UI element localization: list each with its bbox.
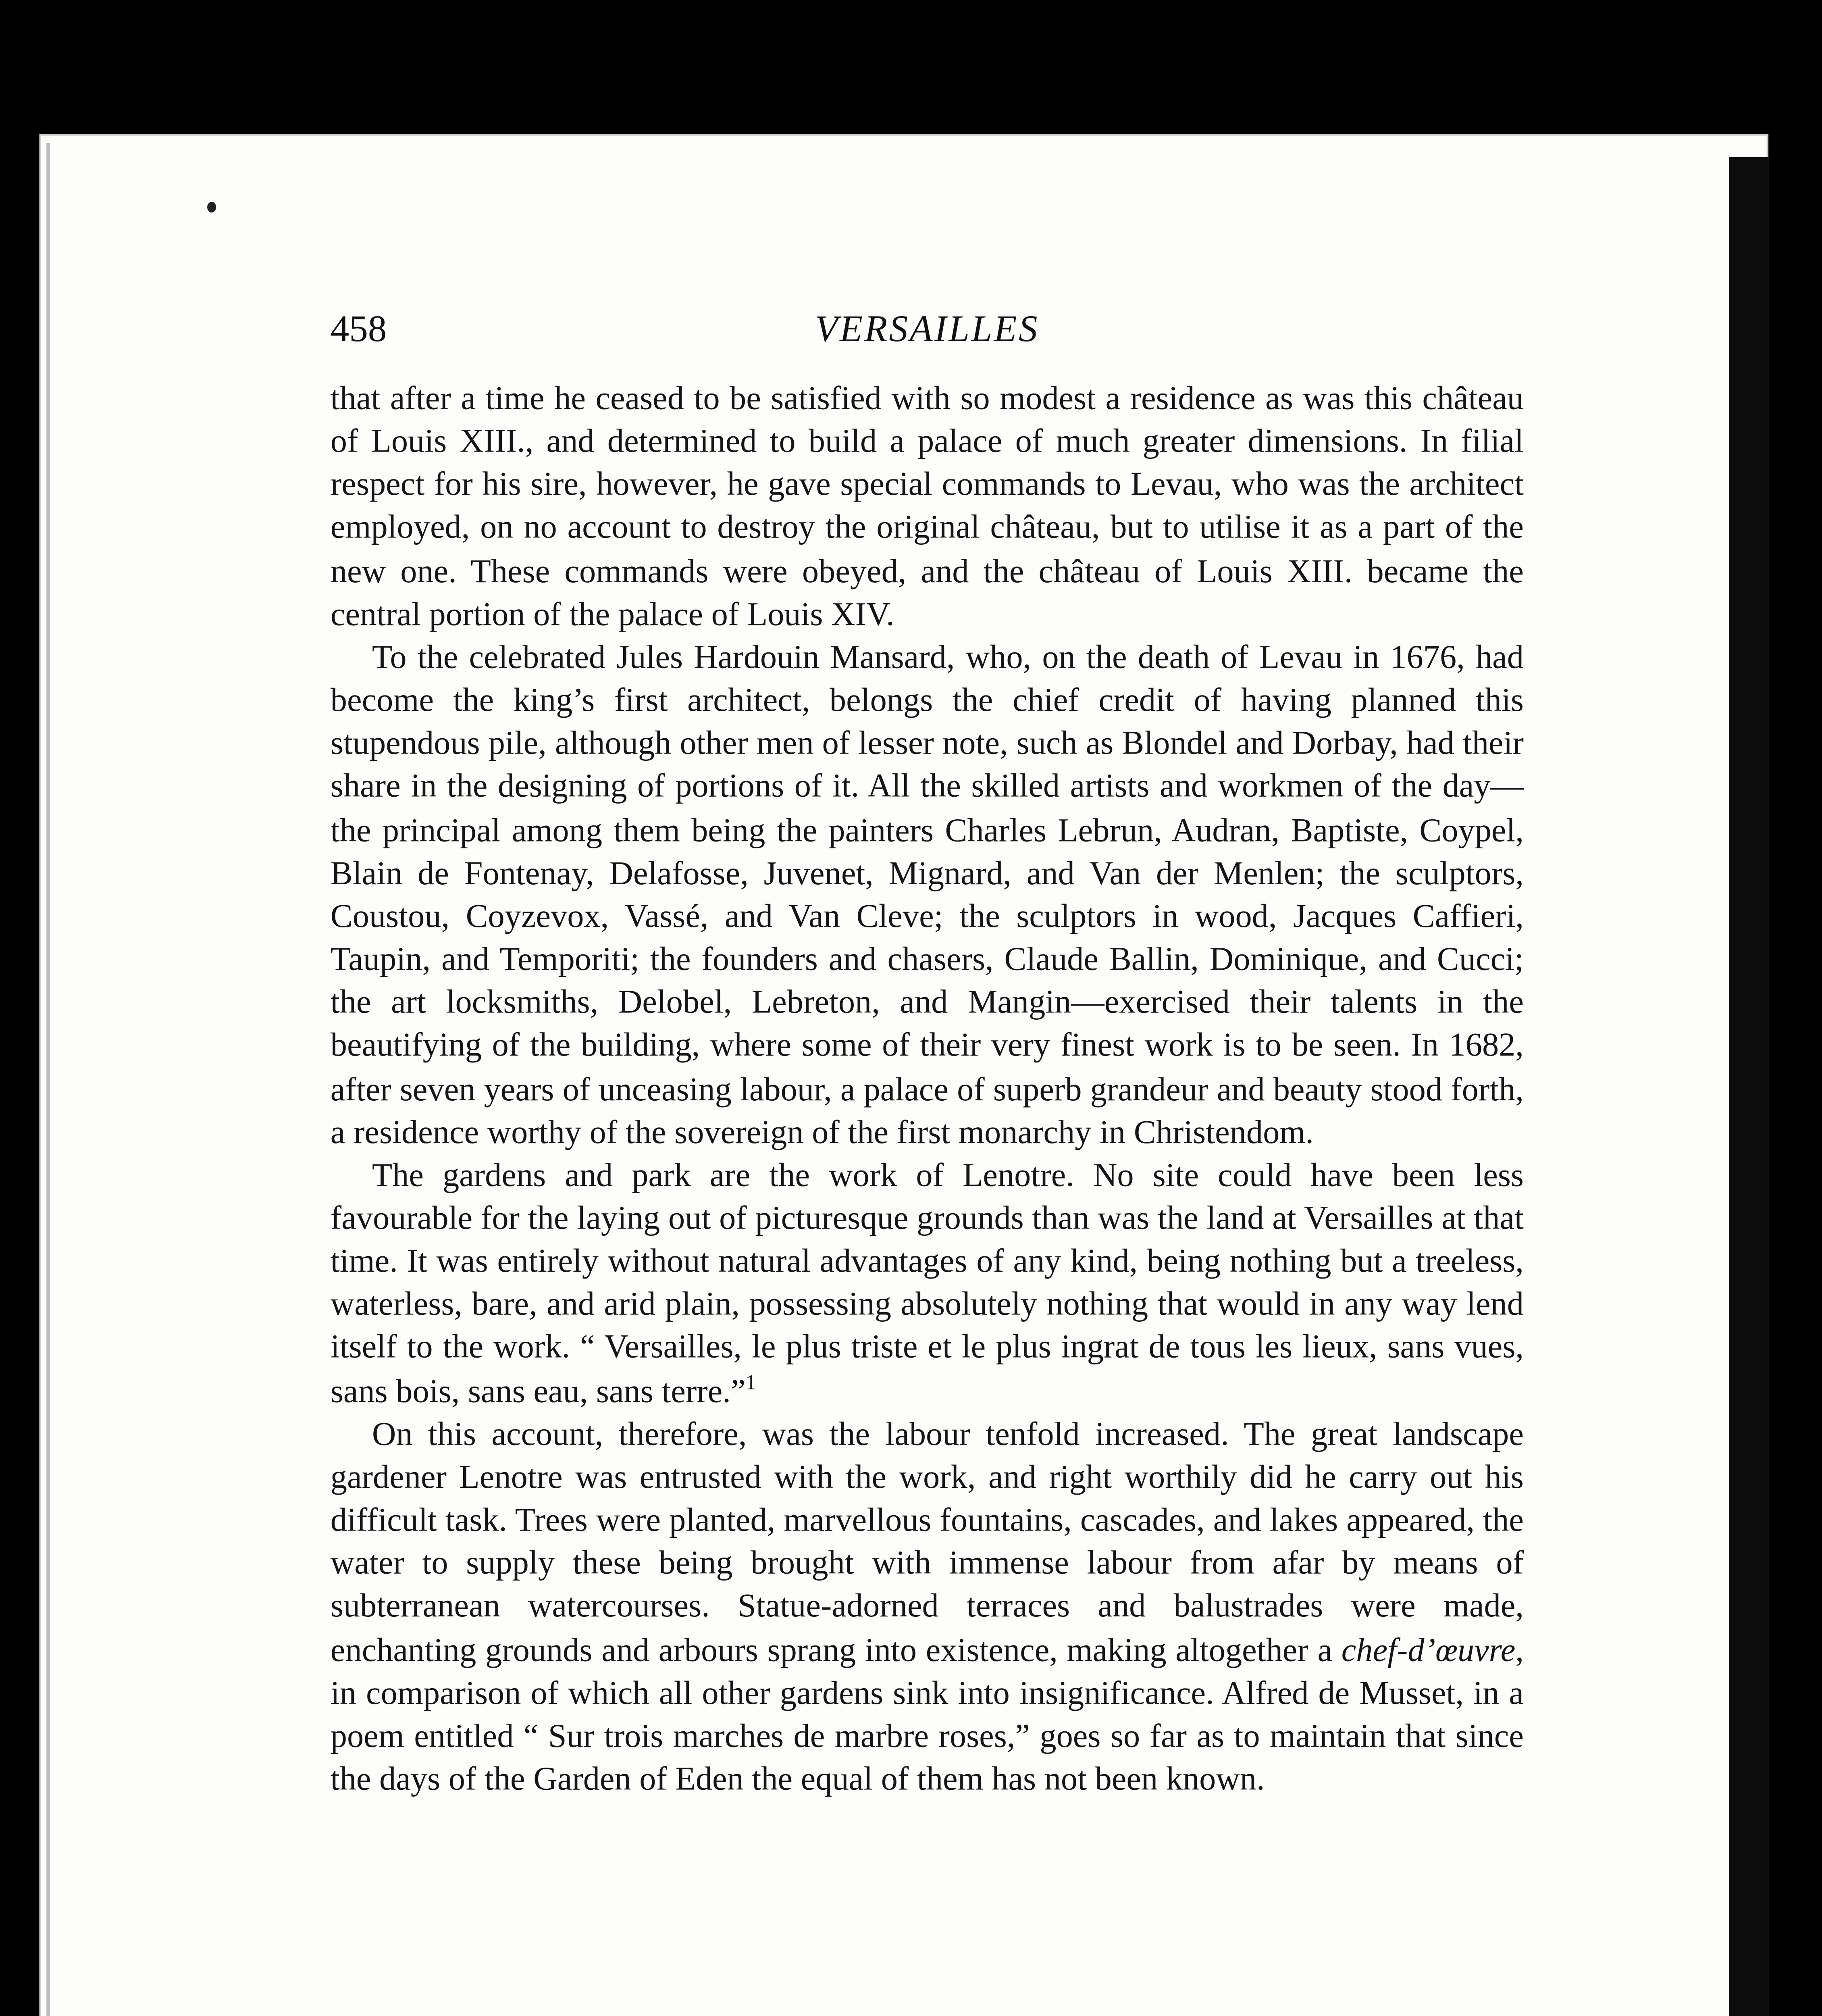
italic-phrase: chef-d’œuvre xyxy=(1341,1631,1516,1669)
paragraph-text: , in comparison of which all other gardens sink into insignificance. Alfred de Musset, in a poem entitled “ Sur trois marches de marbre roses,” goes so far as to maintain that since the days of the Garden of Eden the equal of them has not been known. xyxy=(330,1631,1524,1799)
ink-speck xyxy=(207,202,216,213)
page-edge xyxy=(46,143,50,2016)
paragraph xyxy=(331,637,1524,1155)
footnote-reference: 1 xyxy=(745,1369,757,1394)
book-title: VERSAILLES xyxy=(815,307,1039,350)
body-text xyxy=(331,379,1524,1802)
paragraph xyxy=(331,1155,1524,1414)
paragraph-text: On this account, therefore, was the labour tenfold increased. The great landscape gardener Lenotre was entrusted with the work, and right worthily did he carry out his difficult task. Trees were planted, marvellous fountains, cascades, and lakes appeared, the water to supply these being brought with immense labour from afar by means of subterranean watercourses. Statue-adorned terraces and balustrades were made, enchanting grounds and arbours sprang into existence, making altogether a xyxy=(330,1416,1524,1669)
running-head xyxy=(331,307,1524,357)
paragraph-text: The gardens and park are the work of Lenotre. No site could have been less favourable for the laying out of picturesque grounds than was the land at Versailles at that time. It was entirely without natural advantages of any kind, being nothing but a treeless, waterless, bare, and arid plain, possessing absolutely nothing that would in any way lend itself to the work. “ Versailles, le plus triste et le plus ingrat de tous les lieux, sans vues, sans bois, sans eau, sans terre.” xyxy=(330,1157,1524,1410)
paragraph-text: To the celebrated Jules Hardouin Mansard, who, on the death of Levau in 1676, had become the king’s first architect, belongs the chief credit of having planned this stupendous pile, although other men of lesser note, such as Blondel and Dorbay, had their share in the designing of portions of it. All the skilled artists and workmen of the day—the principal among them being the painters Charles Lebrun, Audran, Baptiste, Coypel, Blain de Fontenay, Delafosse, Juvenet, Mignard, and Van der Menlen; the sculptors, Coustou, Coyzevox, Vassé, and Van Cleve; the sculptors in wood, Jacques Caffieri, Taupin, and Temporiti; the founders and chasers, Claude Ballin, Dominique, and Cucci; the art locksmiths, Delobel, Lebreton, and Mangin—exercised their talents in the beautifying of the building, where some of their very finest work is to be seen. In 1682, after seven years of unceasing labour, a palace of superb grandeur and beauty stood forth, a residence worthy of the sovereign of the first monarchy in Christendom. xyxy=(330,639,1524,1152)
adjacent-page-shadow xyxy=(1729,157,1768,2016)
paragraph-text: that after a time he ceased to be satisfied with so modest a residence as was this château of Louis XIII., and determined to build a palace of much greater dimensions. In filial respect for his sire, however, he gave special commands to Levau, who was the architect employed, on no account to destroy the original château, but to utilise it as a part of the new one. These commands were obeyed, and the château of Louis XIII. became the central portion of the palace of Louis XIV. xyxy=(330,380,1524,634)
page-number: 458 xyxy=(330,307,387,350)
paragraph xyxy=(331,379,1524,637)
paragraph xyxy=(331,1414,1524,1802)
